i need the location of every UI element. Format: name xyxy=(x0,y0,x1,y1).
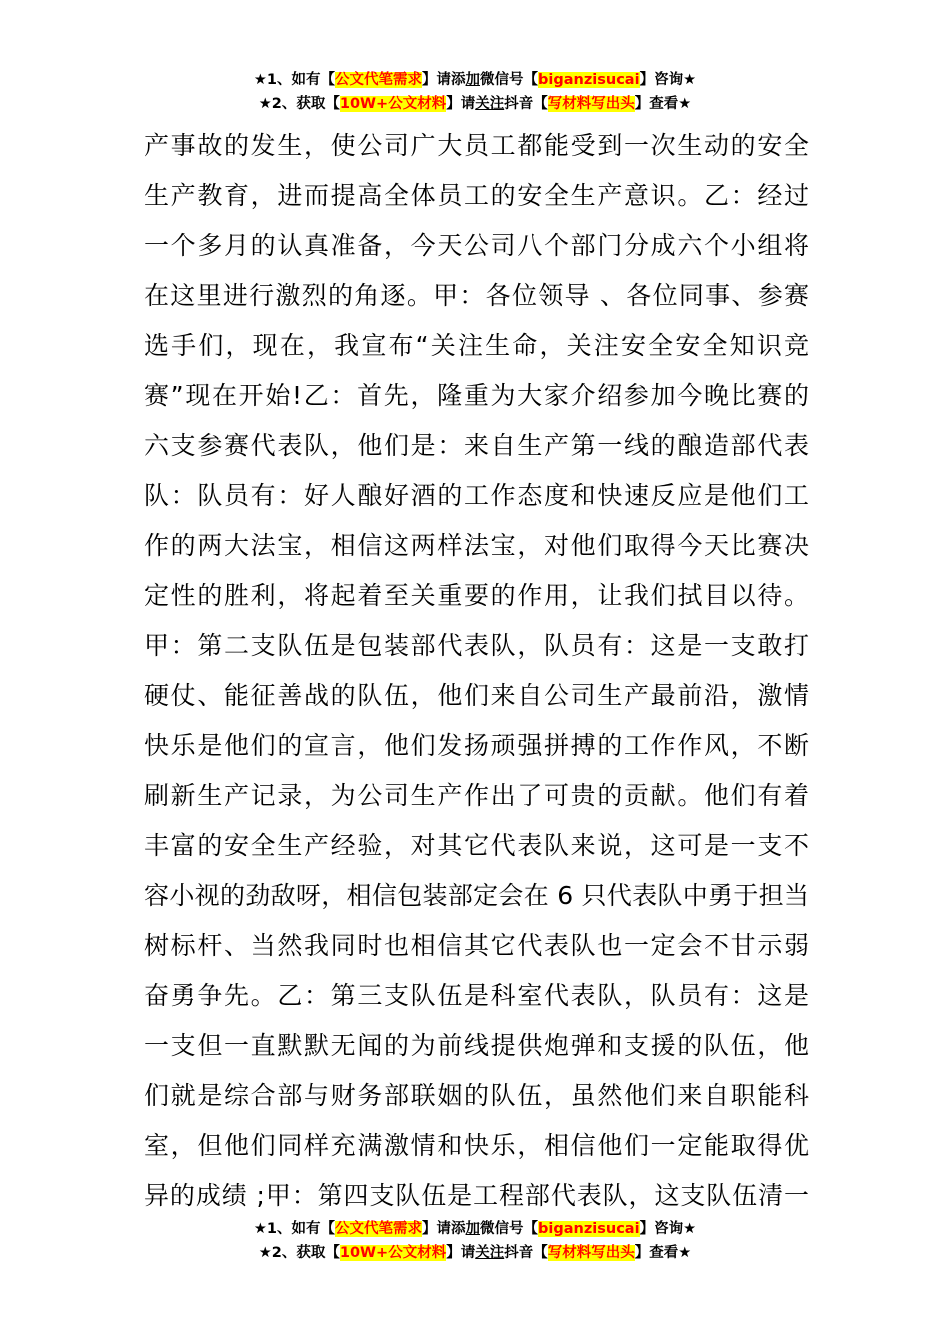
banner-text: ★1、如有【 xyxy=(253,1221,336,1237)
banner-text: 】查看★ xyxy=(634,96,692,112)
body-line: 丰富的安全生产经验，对其它代表队来说，这可是一支不 xyxy=(144,831,809,860)
banner-emphasis: 加 xyxy=(465,1221,481,1237)
body-line: 在这里进行激烈的角逐。甲：各位领导 、各位同事、参赛 xyxy=(144,281,809,310)
banner-text: 微信号【 xyxy=(480,1221,539,1237)
banner-highlight: biganzisucai xyxy=(538,1221,640,1237)
banner-text: 】请添 xyxy=(422,72,466,88)
body-line: 队：队员有：好人酿好酒的工作态度和快速反应是他们工 xyxy=(144,481,809,510)
body-line: 异的成绩 ;甲：第四支队伍是工程部代表队，这支队伍清一 xyxy=(144,1181,809,1210)
banner-highlight: 公文代笔需求 xyxy=(335,72,423,88)
banner-highlight: 10W+公文材料 xyxy=(339,96,447,112)
body-line: 甲：第二支队伍是包装部代表队，队员有：这是一支敢打 xyxy=(144,631,809,660)
body-line: 容小视的劲敌呀，相信包装部定会在 6 只代表队中勇于担当 xyxy=(144,881,809,910)
banner-line-2 xyxy=(0,92,950,116)
body-line: 快乐是他们的宣言，他们发扬顽强拼搏的工作作风，不断 xyxy=(144,731,809,760)
body-line: 树标杆、当然我同时也相信其它代表队也一定会不甘示弱 xyxy=(144,931,809,960)
banner-text: ★2、获取【 xyxy=(258,1245,340,1261)
banner-text: 】咨询★ xyxy=(639,1221,697,1237)
body-line: 刷新生产记录，为公司生产作出了可贵的贡献。他们有着 xyxy=(144,781,809,810)
footer-banner xyxy=(0,1217,950,1265)
banner-highlight: 10W+公文材料 xyxy=(339,1245,447,1261)
banner-text: 抖音【 xyxy=(504,1245,548,1261)
body-line: 一支但一直默默无闻的为前线提供炮弹和支援的队伍，他 xyxy=(144,1031,809,1060)
banner-highlight: 写材料写出头 xyxy=(547,96,635,112)
banner-text: ★1、如有【 xyxy=(253,72,336,88)
banner-line-1 xyxy=(0,1217,950,1241)
body-line: 定性的胜利，将起着至关重要的作用，让我们拭目以待。 xyxy=(144,581,809,610)
header-banner xyxy=(0,68,950,116)
banner-emphasis: 关注 xyxy=(475,96,505,112)
banner-line-1 xyxy=(0,68,950,92)
banner-text: 】请 xyxy=(446,96,476,112)
banner-text: 微信号【 xyxy=(480,72,539,88)
body-line: 作的两大法宝，相信这两样法宝，对他们取得今天比赛决 xyxy=(144,531,809,560)
body-line: 赛”现在开始!乙：首先，隆重为大家介绍参加今晚比赛的 xyxy=(144,381,809,410)
body-line: 硬仗、能征善战的队伍，他们来自公司生产最前沿，激情 xyxy=(144,681,809,710)
banner-text: 抖音【 xyxy=(504,96,548,112)
banner-text: 】请添 xyxy=(422,1221,466,1237)
body-line: 奋勇争先。乙：第三支队伍是科室代表队，队员有：这是 xyxy=(144,981,809,1010)
body-line: 选手们，现在，我宣布“关注生命，关注安全安全知识竞 xyxy=(144,331,809,360)
banner-highlight: biganzisucai xyxy=(538,72,640,88)
document-body xyxy=(144,121,809,1221)
banner-highlight: 写材料写出头 xyxy=(547,1245,635,1261)
banner-text: 】咨询★ xyxy=(639,72,697,88)
banner-emphasis: 关注 xyxy=(475,1245,505,1261)
banner-text: 】请 xyxy=(446,1245,476,1261)
banner-text: ★2、获取【 xyxy=(258,96,340,112)
body-line: 生产教育，进而提高全体员工的安全生产意识。乙：经过 xyxy=(144,181,809,210)
banner-text: 】查看★ xyxy=(634,1245,692,1261)
body-line: 产事故的发生，使公司广大员工都能受到一次生动的安全 xyxy=(144,131,809,160)
body-line: 六支参赛代表队，他们是：来自生产第一线的酿造部代表 xyxy=(144,431,809,460)
body-line: 们就是综合部与财务部联姻的队伍，虽然他们来自职能科 xyxy=(144,1081,809,1110)
body-line: 一个多月的认真准备，今天公司八个部门分成六个小组将 xyxy=(144,231,809,260)
body-line: 室，但他们同样充满激情和快乐，相信他们一定能取得优 xyxy=(144,1131,809,1160)
banner-emphasis: 加 xyxy=(465,72,481,88)
banner-highlight: 公文代笔需求 xyxy=(335,1221,423,1237)
banner-line-2 xyxy=(0,1241,950,1265)
